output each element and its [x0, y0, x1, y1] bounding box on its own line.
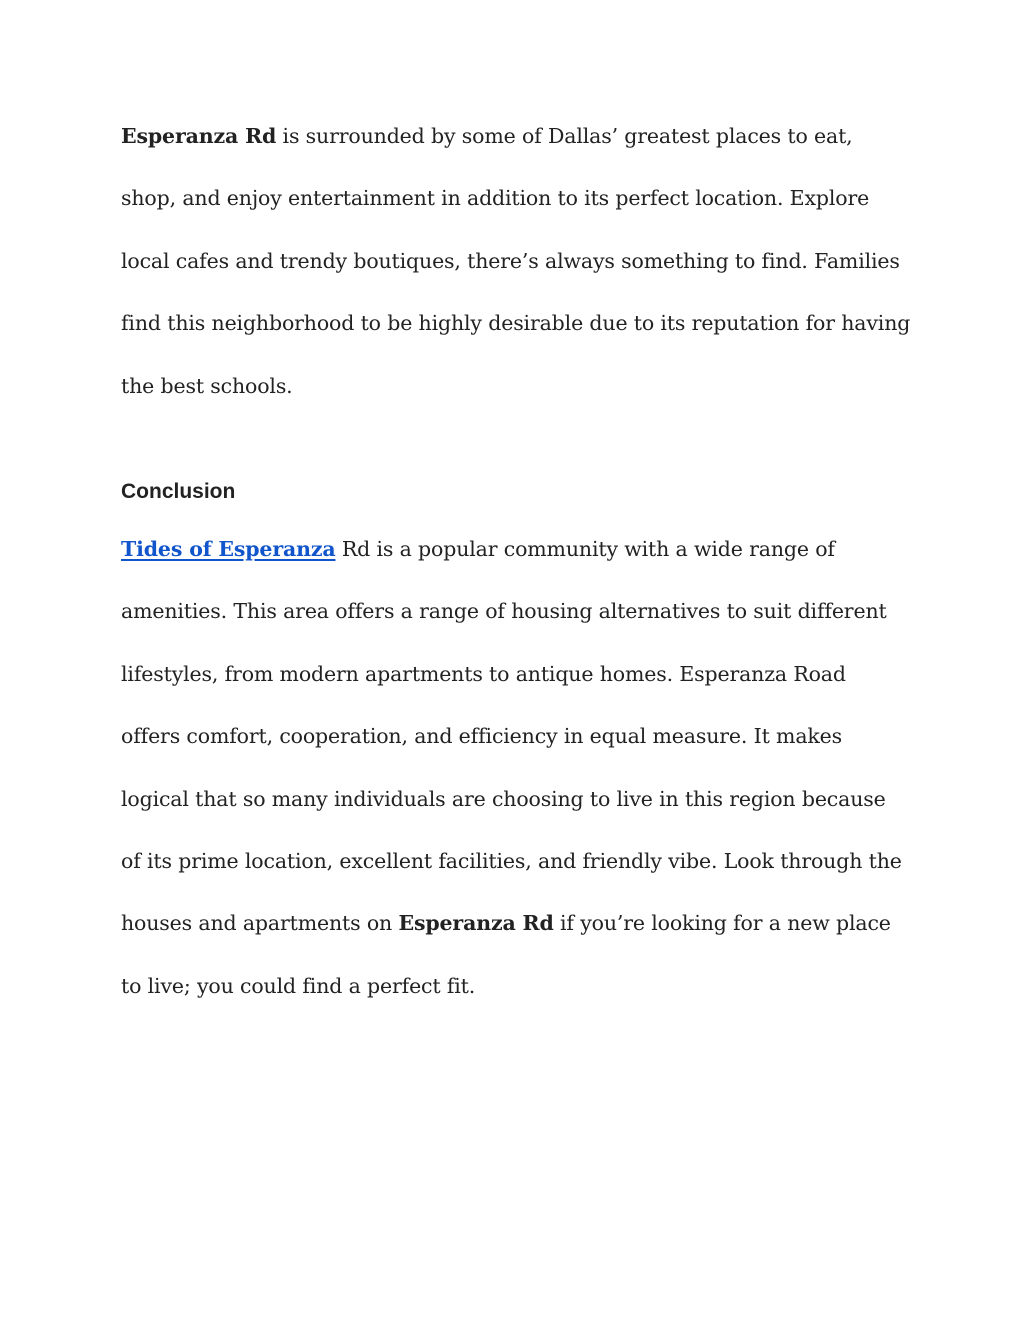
conclusion-paragraph — [121, 518, 911, 1017]
conclusion-text-part-1: Rd is a popular community with a wide range of amenities. This area offers a range of housing alternatives to suit different lifestyles, from modern apartments to antique homes. Esperanza Road offers comfort, cooperation, and efficiency in equal measure. It makes logical that so many individuals are choosing to live in this region because of its prime location, excellent facilities, and friendly vibe. Look through the houses and apartments on — [121, 537, 902, 936]
intro-paragraph — [121, 105, 911, 417]
bold-lead: Esperanza Rd — [121, 124, 277, 148]
conclusion-text-part-2: if you’re looking for a new place to live; you could find a perfect fit. — [121, 911, 891, 998]
intro-paragraph-text: is surrounded by some of Dallas’ greatest places to eat, shop, and enjoy entertainment in addition to its perfect location. Explore local cafes and trendy boutiques, there’s always something to find. Families find this neighborhood to be highly desirable due to its reputation for having the best schools. — [121, 124, 911, 398]
bold-inline: Esperanza Rd — [398, 911, 554, 936]
section-heading-conclusion: Conclusion — [121, 480, 236, 503]
tides-of-esperanza-link[interactable]: Tides of Esperanza — [121, 537, 336, 561]
